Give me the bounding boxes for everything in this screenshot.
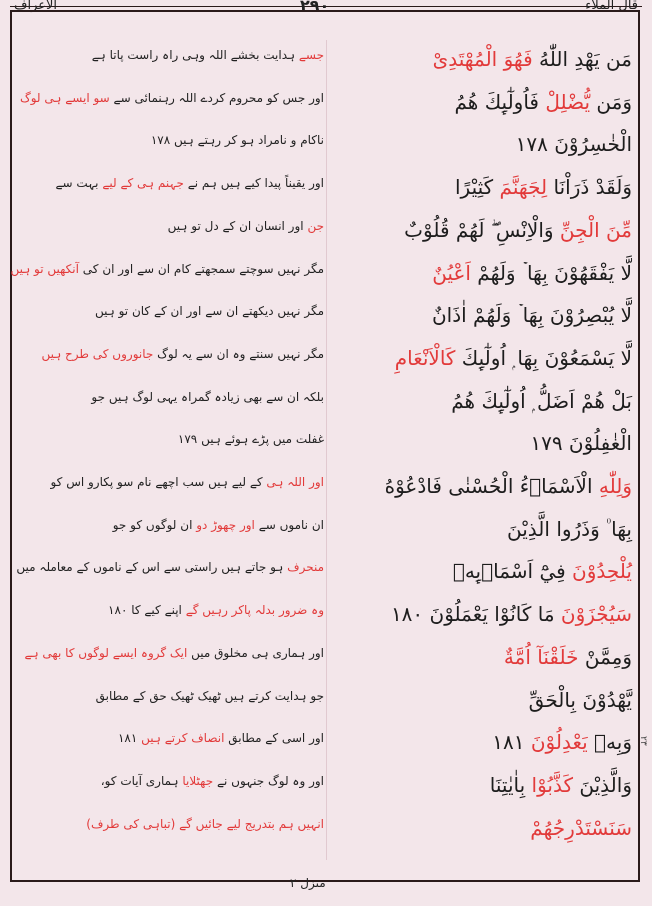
urdu-pre-text: بلکہ ان سے بھی زیادہ گمراہ یہی لوگ ہیں جو [91,389,324,404]
arabic-red-text: كَذَّبُوْا [531,772,574,797]
arabic-line [332,556,632,586]
urdu-post-text: بہت سے [55,176,103,191]
urdu-line [18,813,324,835]
urdu-line [18,514,324,536]
urdu-red-text: اور چھوڑ دو [196,517,255,532]
arabic-line [332,172,632,202]
arabic-post-text: الْاَسْمَاۗءُ الْحُسْنٰى فَادْعُوْهُ [384,474,599,498]
arabic-line [332,87,632,117]
urdu-line [18,642,324,664]
urdu-red-text: سو ایسے ہی لوگ [19,90,110,105]
column-divider [326,40,327,860]
urdu-line [18,471,324,493]
urdu-pre-text: جو ہدایت کرتے ہیں ٹھیک ٹھیک حق کے مطابق [95,688,324,703]
urdu-line [18,685,324,707]
arabic-red-text: سَنَسْتَدْرِجُهُمْ [530,815,632,840]
arabic-red-text: مِّنَ الْجِنِّ [559,217,632,242]
arabic-red-text: كَالْاَنْعَامِ [394,345,456,370]
urdu-pre-text: مگر نہیں سوچتے سمجھتے کام ان سے اور ان کی [78,261,324,276]
urdu-pre-text: ان ناموں سے [254,517,324,532]
urdu-pre-text: اور ہماری ہی مخلوق میں [187,645,324,660]
juz-title: قال الملاء [585,0,638,13]
urdu-red-text: انہیں ہم بتدریج لیے جائیں گے (تباہی کی طرف) [86,816,324,831]
arabic-line [332,386,632,416]
urdu-pre-text: اور یقیناً پیدا کیے ہیں ہم نے [183,176,324,191]
urdu-line [18,44,324,66]
urdu-line [18,300,324,322]
arabic-red-text: يُّضْلِلْ [545,89,591,114]
arabic-line [332,215,632,245]
arabic-post-text: فِيْٓ اَسْمَاۗىِٕهٖ [452,559,573,584]
urdu-line [18,172,324,194]
urdu-pre-text: اور جس کو محروم کردے اللہ رہنمائی سے [109,90,324,105]
urdu-pre-text: اور وہ لوگ جنہوں نے [213,773,324,788]
arabic-pre-text: لَّا يُبْصِرُوْنَ بِهَا ۡ وَلَهُمْ اٰذَانٌ [431,303,632,328]
arabic-line [332,770,632,800]
urdu-pre-text: مگر نہیں دیکھتے ان سے اور ان کے کان تو ہیں [95,304,324,319]
urdu-pre-text: اور اسی کے مطابق [224,731,324,746]
arabic-red-text: وَلِلّٰهِ [598,474,632,498]
arabic-line [332,514,632,544]
urdu-line [18,386,324,408]
arabic-line [332,471,632,501]
urdu-red-text: وہ ضرور بدلہ پاکر رہیں گے [185,603,324,618]
arabic-post-text: مَا كَانُوْا يَعْمَلُوْنَ ۱۸۰ [390,602,561,627]
arabic-line [332,258,632,288]
urdu-red-text: منحرف [287,560,324,575]
arabic-pre-text: بَلْ هُمْ اَضَلُّ ۭ اُولٰٓىِٕكَ هُمُ [451,388,632,413]
arabic-line [332,642,632,672]
urdu-red-text: جانوروں کی طرح ہیں [41,346,154,361]
urdu-line [18,556,324,578]
urdu-red-text: جہنم ہی کے لیے [102,176,184,191]
ruku-marker: ۲۳ [638,736,648,746]
urdu-pre-text: ناکام و نامراد ہو کر رہتے ہیں ۱۷۸ [150,133,324,148]
urdu-post-text: ۱۸۱ [117,731,142,746]
arabic-post-text: وَالْاِنْسِ ۖ لَهُمْ قُلُوْبٌ [404,217,560,242]
arabic-red-text: خَلَقْنَآ اُمَّةٌ [503,644,579,669]
urdu-red-text: اور اللہ ہی [266,475,324,489]
urdu-line [18,87,324,109]
urdu-post-text: اور انسان ان کے دل تو ہیں [167,218,308,233]
arabic-red-text: اَعْيُنٌ [432,260,471,285]
arabic-pre-text: بِهَا ۠ وَذَرُوا الَّذِيْنَ [507,516,632,541]
surah-title: الاعراف [14,0,58,13]
arabic-pre-text: الْخٰسِرُوْنَ ۱۷۸ [515,132,632,157]
urdu-line [18,343,324,365]
urdu-red-text: جسے [298,48,324,62]
urdu-post-text: ہماری آیات کو، [100,773,183,788]
arabic-post-text: بِاٰيٰتِنَا [489,772,532,797]
arabic-pre-text: مَن يَهْدِ اللّٰهُ [532,47,632,71]
arabic-pre-text: وَمِمَّنْ [578,644,632,669]
arabic-line [332,727,632,757]
urdu-line [18,215,324,237]
arabic-pre-text: وَالَّذِيْنَ [573,772,632,797]
arabic-line [332,599,632,629]
urdu-line [18,599,324,621]
urdu-red-text: آنکھیں تو ہیں [10,261,79,276]
arabic-red-text: سَيُجْزَوْنَ [560,602,632,627]
manzil-footer: منزل ۲ [290,876,326,890]
arabic-pre-text: يَّهْدُوْنَ بِالْحَقِّ [528,687,632,712]
arabic-line [332,428,632,458]
urdu-red-text: جن [307,218,324,233]
arabic-line [332,685,632,715]
urdu-post-text: ان لوگوں کو جو [112,517,197,532]
arabic-red-text: يَعْدِلُوْنَ [530,730,588,755]
arabic-red-text: يُلْحِدُوْنَ [572,559,632,584]
urdu-post-text: اپنے کیے کا ۱۸۰ [108,603,186,618]
urdu-line [10,258,324,280]
arabic-pre-text: وَلَقَدْ ذَرَاْنَا [547,175,632,200]
arabic-line [332,129,632,159]
urdu-post-text: ہدایت بخشے اللہ وہی راہ راست پاتا ہے [91,48,299,62]
arabic-red-text: فَهُوَ الْمُهْتَدِیْ [432,47,533,71]
arabic-line [332,44,632,74]
arabic-post-text: كَثِيْرًا [455,175,500,200]
arabic-pre-text: لَّا يَفْقَهُوْنَ بِهَا ۡ وَلَهُمْ [470,260,632,285]
arabic-post-text: فَاُولٰٓىِٕكَ هُمُ [454,89,546,114]
arabic-line [332,300,632,330]
urdu-line [18,428,324,450]
urdu-line [18,770,324,792]
arabic-pre-text: لَّا يَسْمَعُوْنَ بِهَا ۭ اُولٰٓىِٕكَ [455,345,632,370]
urdu-red-text: جھٹلایا [182,773,214,788]
urdu-line [18,727,324,749]
arabic-red-text: لِجَهَنَّمَ [499,175,548,200]
page-number: ۲۹۰ [300,0,330,15]
urdu-line [18,129,324,151]
urdu-post-text: ہو جاتے ہیں راستی سے اس کے ناموں کے معاملہ میں [16,560,288,575]
urdu-pre-text: مگر نہیں سنتے وہ ان سے یہ لوگ [153,346,324,361]
arabic-pre-text: وَمَن [590,89,632,114]
arabic-pre-text: وَبِهٖ [587,730,632,755]
urdu-pre-text: غفلت میں پڑے ہوئے ہیں ۱۷۹ [177,432,324,447]
arabic-line [332,813,632,843]
urdu-red-text: انصاف کرتے ہیں [141,731,225,746]
urdu-red-text: ایک گروہ ایسے لوگوں کا بھی ہے [24,645,188,660]
urdu-post-text: کے لیے ہیں سب اچھے نام سو پکارو اس کو [50,475,267,489]
arabic-line [332,343,632,373]
arabic-pre-text: الْغٰفِلُوْنَ ۱۷۹ [530,431,632,456]
arabic-post-text: ۱۸۱ [492,730,531,755]
